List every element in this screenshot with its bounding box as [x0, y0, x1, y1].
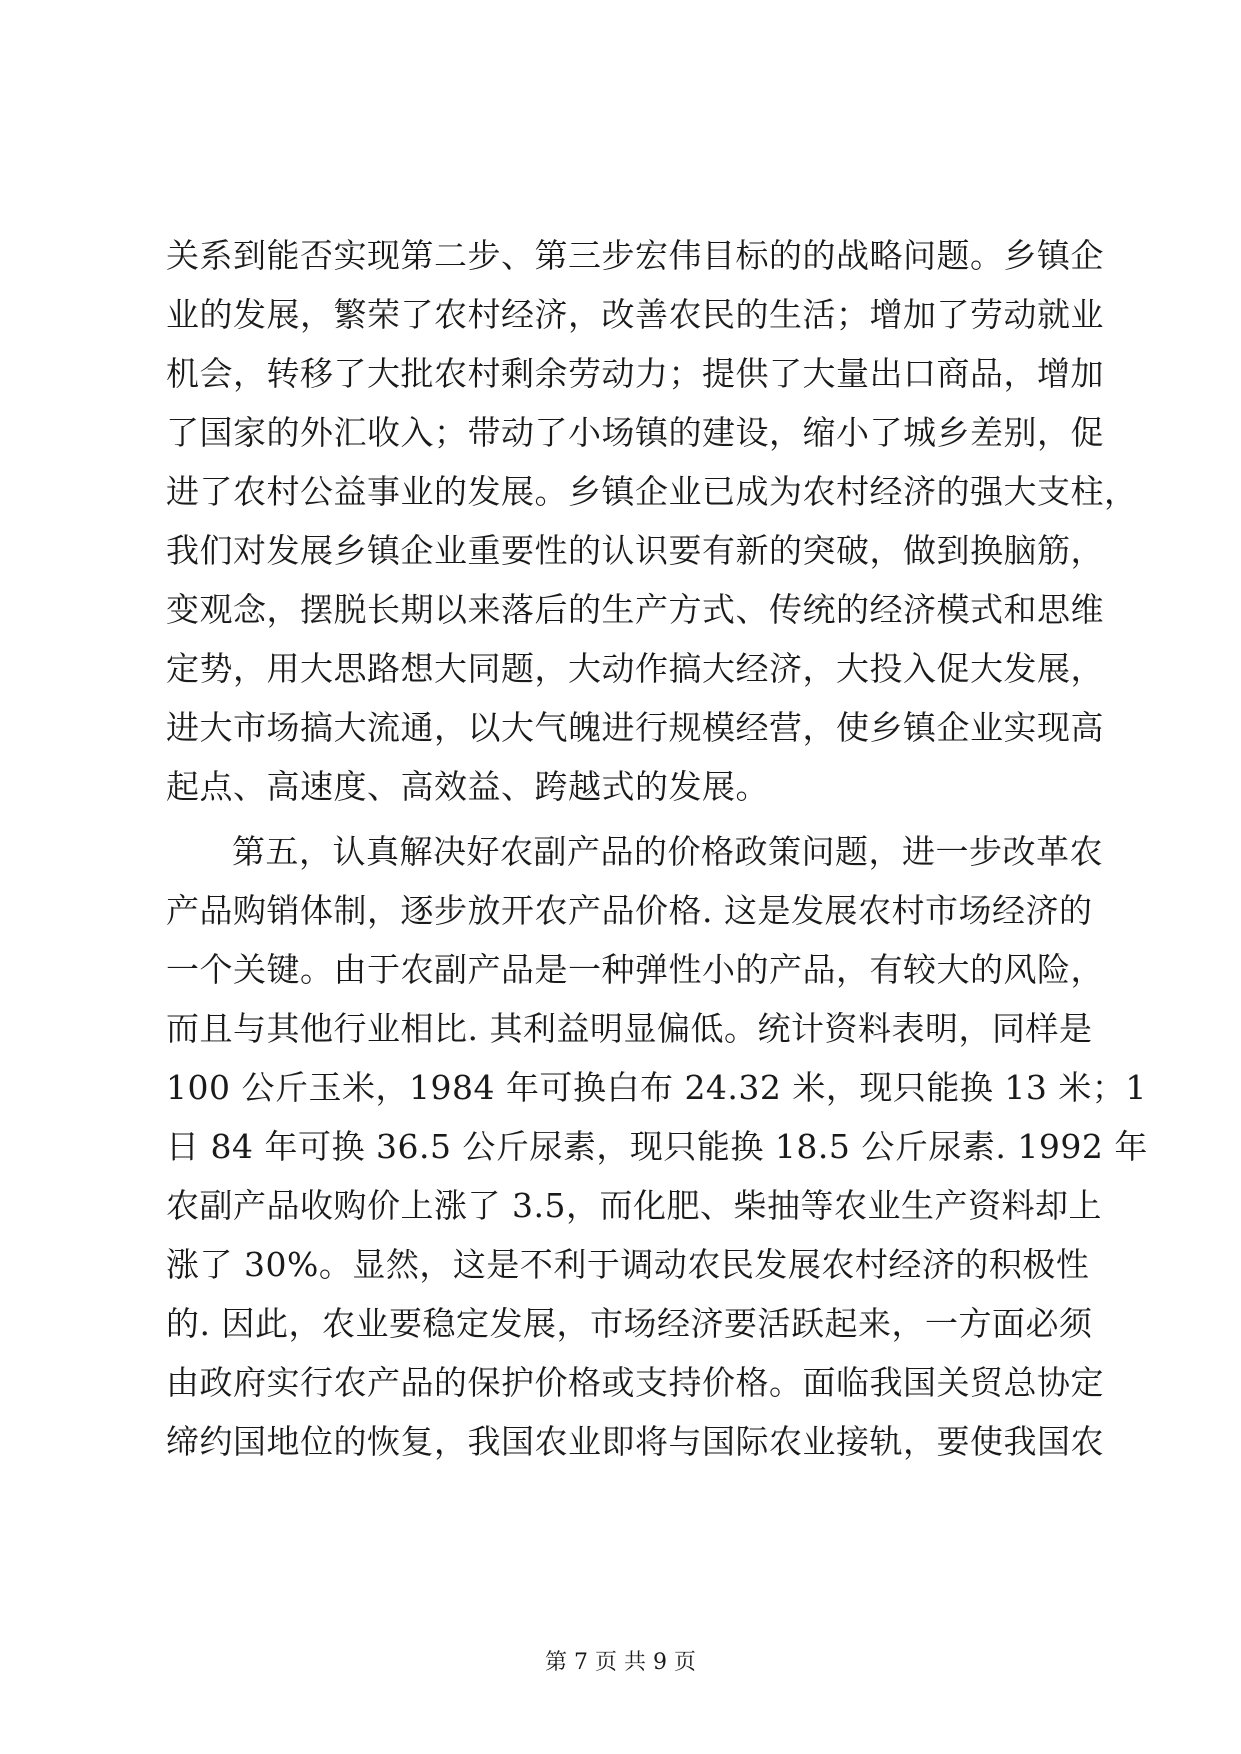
text-line: 我们对发展乡镇企业重要性的认识要有新的突破，做到换脑筋， — [166, 531, 1104, 570]
text-line: 机会，转移了大批农村剩余劳动力；提供了大量出口商品，增加 — [166, 354, 1104, 393]
paragraph-2 — [166, 822, 1148, 1471]
text-line: 进大市场搞大流通，以大气魄进行规模经营，使乡镇企业实现高 — [166, 708, 1104, 747]
page-footer — [0, 1645, 1241, 1676]
text-line: 日 84 年可换 36.5 公斤尿素，现只能换 18.5 公斤尿素. 1992 年 — [166, 1127, 1148, 1166]
text-line: 起点、高速度、高效益、跨越式的发展。 — [166, 767, 769, 806]
text-line: 第五，认真解决好农副产品的价格政策问题，进一步改革农 — [232, 832, 1103, 871]
text-line: 了国家的外汇收入；带动了小场镇的建设，缩小了城乡差别，促 — [166, 413, 1104, 452]
document-body — [166, 226, 1148, 1471]
text-line: 产品购销体制，逐步放开农产品价格. 这是发展农村市场经济的 — [166, 891, 1093, 930]
text-line: 定势，用大思路想大同题，大动作搞大经济，大投入促大发展， — [166, 649, 1104, 688]
text-line: 而且与其他行业相比. 其利益明显偏低。统计资料表明，同样是 — [166, 1009, 1093, 1048]
text-line: 进了农村公益事业的发展。乡镇企业已成为农村经济的强大支柱， — [166, 472, 1138, 511]
text-line: 由政府实行农产品的保护价格或支持价格。面临我国关贸总协定 — [166, 1363, 1104, 1402]
text-line: 的. 因此，农业要稳定发展，市场经济要活跃起来，一方面必须 — [166, 1304, 1093, 1343]
text-line: 农副产品收购价上涨了 3.5，而化肥、柴抽等农业生产资料却上 — [166, 1186, 1102, 1225]
page-number-label: 第 7 页 共 9 页 — [545, 1650, 696, 1675]
text-line: 涨了 30%。显然，这是不利于调动农民发展农村经济的积极性 — [166, 1245, 1090, 1284]
text-line: 变观念，摆脱长期以来落后的生产方式、传统的经济模式和思维 — [166, 590, 1104, 629]
text-line: 缔约国地位的恢复，我国农业即将与国际农业接轨，要使我国农 — [166, 1422, 1104, 1461]
text-line: 100 公斤玉米，1984 年可换白布 24.32 米，现只能换 13 米；1 — [166, 1068, 1147, 1107]
text-line: 关系到能否实现第二步、第三步宏伟目标的的战略问题。乡镇企 — [166, 236, 1104, 275]
text-line: 业的发展，繁荣了农村经济，改善农民的生活；增加了劳动就业 — [166, 295, 1104, 334]
paragraph-1 — [166, 226, 1138, 816]
text-line: 一个关键。由于农副产品是一种弹性小的产品，有较大的风险， — [166, 950, 1104, 989]
